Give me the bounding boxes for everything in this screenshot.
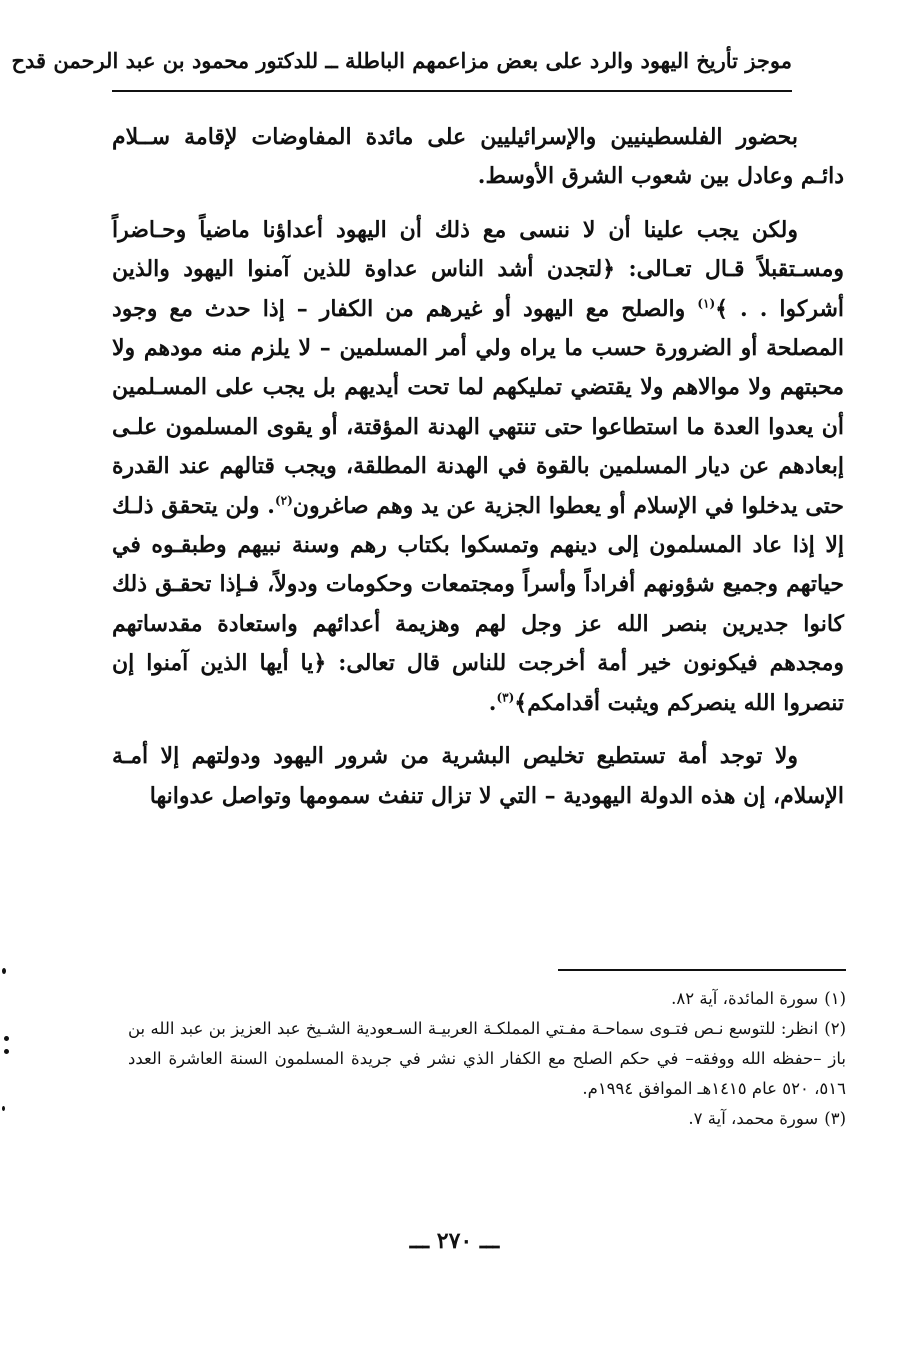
- main-text: [112, 118, 844, 816]
- footnote-ref-3[interactable]: (٣): [496, 690, 515, 705]
- paragraph-2: [112, 211, 844, 723]
- scan-edge-mark: [2, 1106, 5, 1111]
- paragraph-3: ولا توجد أمة تستطيع تخليص البشرية من شرور اليهود ودولتهم إلا أمـة الإسلام، إن هذه الدولة اليهودية – التي لا تزال تنفث سمومها وتواصل عدوانها: [112, 743, 844, 809]
- footnote-text: سورة المائدة، آية ٨٢.: [671, 989, 819, 1008]
- footnote-text: انظر: للتوسع نـص فتـوى سماحـة مفـتي المملكـة العربيـة السـعودية الشـيخ عبد العزيز بن عبد الله بن باز –حفظه الله ووفقه– في حكم الصلح مع الكفار الذي نشر في جريدة المسلمون السنة العاشرة العدد ٥١٦، ٥٢٠ عام ١٤١٥هـ الموافق ١٩٩٤م.: [128, 1019, 846, 1098]
- footnote-2: [128, 1014, 846, 1104]
- footnote-1: [128, 984, 846, 1014]
- footnotes: [128, 984, 846, 1134]
- paragraph-2-part-b: والصلح مع اليهود أو غيرهم من الكفار – إذا حدث مع وجود المصلحة أو الضرورة حسب ما يراه ولي أمر المسلمين – لا يلزم منه مودهم ولا محبتهم ولا موالاهم ولا يقتضي تمليكهم لما تحت أيديهم بل يجب على المسـلمين أن يعدوا العدة ما استطاعوا حتى تنتهي الهدنة المؤقتة، أو يقوى المسلمون علـى إبعادهم عن ديار المسلمين بالقوة في الهدنة المطلقة، ويجب قتالهم عند القدرة حتى يدخلوا في الإسلام أو يعطوا الجزية عن يد وهم صاغرون: [112, 295, 844, 519]
- scan-edge-mark: [2, 968, 6, 974]
- footnote-number: (٢): [824, 1019, 846, 1038]
- footnote-number: (٣): [824, 1109, 846, 1128]
- footnote-text: سورة محمد، آية ٧.: [688, 1109, 819, 1128]
- paragraph-1: بحضور الفلسطينيين والإسرائيليين على مائدة المفاوضات لإقامة ســلام دائـم وعادل بين شعوب الشرق الأوسط.: [112, 124, 844, 190]
- footnote-3: [128, 1104, 846, 1134]
- scan-edge-mark: [4, 1036, 9, 1041]
- page-number: ـــ ٢٧٠ ـــ: [409, 1228, 500, 1254]
- paragraph-2-end: .: [488, 689, 497, 716]
- footnote-ref-1[interactable]: (١): [697, 296, 716, 311]
- footnote-divider: [558, 969, 846, 971]
- header-divider: [112, 90, 792, 92]
- paragraph-2-part-a: ولكن يجب علينا أن لا ننسى مع ذلك أن اليهود أعداؤنا ماضياً وحـاضراً ومسـتقبلاً قـال تعـالى: ﴿لتجدن أشد الناس عداوة للذين آمنوا اليهود والذين أشركوا . . ﴾: [112, 216, 845, 322]
- running-header: موجز تأريخ اليهود والرد على بعض مزاعمهم الباطلة ــ للدكتور محمود بن عبد الرحمن قدح: [11, 48, 792, 73]
- footnote-number: (١): [824, 989, 846, 1008]
- paragraph-2-part-c: . ولن يتحقق ذلـك إلا إذا عاد المسلمون إلى دينهم وتمسكوا بكتاب رهم وسنة نبيهم وطبقـوه في حياتهم وجميع شؤونهم أفراداً وأسراً ومجتمعات وحكومات ودولاً، فـإذا تحقـق ذلك كانوا جديرين بنصر الله عز وجل لهم وهزيمة أعدائهم واستعادة مقدساتهم ومجدهم فيكونون خير أمة أخرجت للناس قال تعالى: ﴿يا أيها الذين آمنوا إن تنصروا الله ينصركم ويثبت أقدامكم﴾: [112, 492, 844, 716]
- footnote-ref-2[interactable]: (٢): [274, 493, 293, 508]
- scan-edge-mark: [4, 1049, 9, 1054]
